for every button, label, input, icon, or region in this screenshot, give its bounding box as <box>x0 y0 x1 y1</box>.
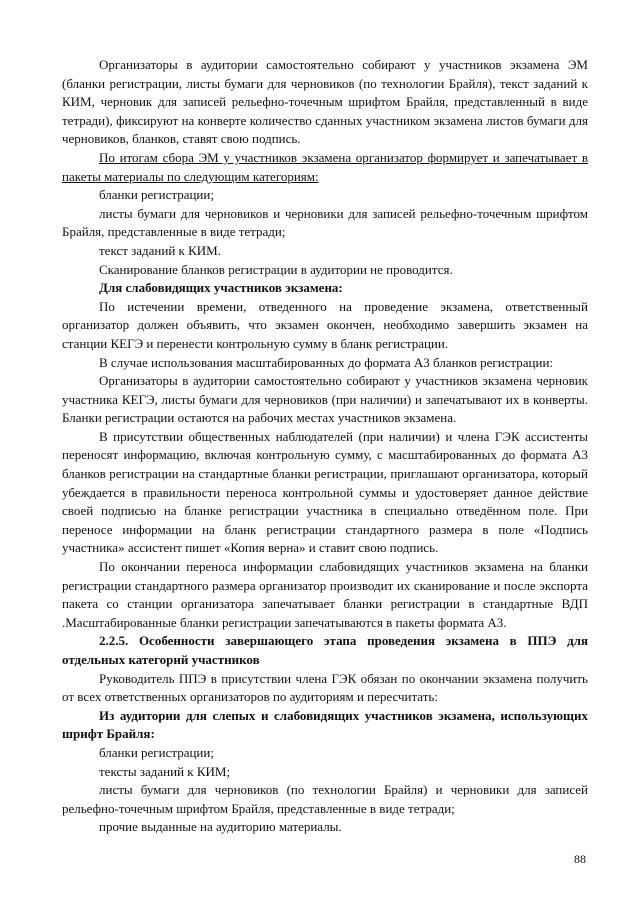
page-number: 88 <box>574 852 586 866</box>
list-item-draft-sheets: листы бумаги для черновиков и черновики для записей рельефно-точечным шрифтом Брайля, представленные в виде тетради; <box>62 205 588 240</box>
list-item-kim-texts: тексты заданий к КИМ; <box>99 763 231 779</box>
paragraph-no-scanning: Сканирование бланков регистрации в аудитории не проводится. <box>99 261 453 277</box>
paragraph-a3-case: В случае использования масштабированных до формата А3 бланков регистрации: <box>99 354 554 370</box>
list-item-registration-forms: бланки регистрации; <box>99 187 214 203</box>
paragraph-time-expired: По истечении времени, отведенного на проведение экзамена, ответственный организатор должен объявить, что экзамен окончен, необходимо завершить экзамен на станции КЕГЭ и перенести контрольную сумму в бланк регистрации. <box>62 298 588 351</box>
subheading-braille-room: Из аудитории для слепых и слабовидящих участников экзамена, использующих шрифт Брайля: <box>62 707 588 742</box>
list-item-kim-text: текст заданий к КИМ. <box>99 242 221 258</box>
paragraph-collect-drafts: Организаторы в аудитории самостоятельно собирают у участников экзамена черновик участника КЕГЭ, листы бумаги для черновиков (при наличии) и запечатывают их в конверты. Бланки регистрации остаются на рабочих местах участников экзамена. <box>62 373 588 426</box>
paragraph-packaging-intro: По итогам сбора ЭМ у участников экзамена организатор формирует и запечатывает в пакеты материалы по следующим категориям: <box>62 149 588 184</box>
paragraph-transfer-info: В присутствии общественных наблюдателей (при наличии) и члена ГЭК ассистенты переносят информацию, включая контрольную сумму, с масштабированных до формата А3 бланков регистрации на стандартные бланки регистрации, приглашают организатора, который убеждается в правильности переноса контрольной суммы и удостоверяет данное действие своей подписью на бланке регистрации участника в специально отведённом поле. При переносе информации на бланк регистрации стандартного размера в поле «Подпись участника» ассистент пишет «Копия верна» и ставит свою подпись. <box>62 428 588 556</box>
list-item-braille-drafts: листы бумаги для черновиков (по технологии Брайля) и черновики для записей рельефно-точечным шрифтом Брайля, представленные в виде тетради; <box>62 782 588 816</box>
document-page <box>62 56 588 837</box>
paragraph-collect-materials: Организаторы в аудитории самостоятельно собирают у участников экзамена ЭМ (бланки регистрации, листы бумаги для черновиков (по технологии Брайля), текст заданий к КИМ, черновик для записей рельефно-точечным шрифтом Брайля, представленный в виде тетради), фиксируют на конверте количество сданных участником экзамена листов бумаги для черновиков, бланков, ставят свою подпись. <box>62 57 588 147</box>
list-item-registration-forms-2: бланки регистрации; <box>99 744 214 760</box>
section-heading-2-2-5: 2.2.5. Особенности завершающего этапа проведения экзамена в ППЭ для отдельных категорий участников <box>62 633 588 667</box>
heading-low-vision: Для слабовидящих участников экзамена: <box>99 280 343 296</box>
paragraph-scanning: По окончании переноса информации слабовидящих участников экзамена на бланки регистрации стандартного размера организатор производит их сканирование и после экспорта пакета со станции организатора запечатывает бланки регистрации в стандартные ВДП .Масштабированные бланки регистрации запечатываются в пакеты формата А3. <box>62 559 588 630</box>
list-item-other-materials: прочие выданные на аудиторию материалы. <box>99 819 342 835</box>
paragraph-ppe-head: Руководитель ППЭ в присутствии члена ГЭК обязан по окончании экзамена получить от всех ответственных организаторов по аудиториям и пересчитать: <box>62 670 588 705</box>
